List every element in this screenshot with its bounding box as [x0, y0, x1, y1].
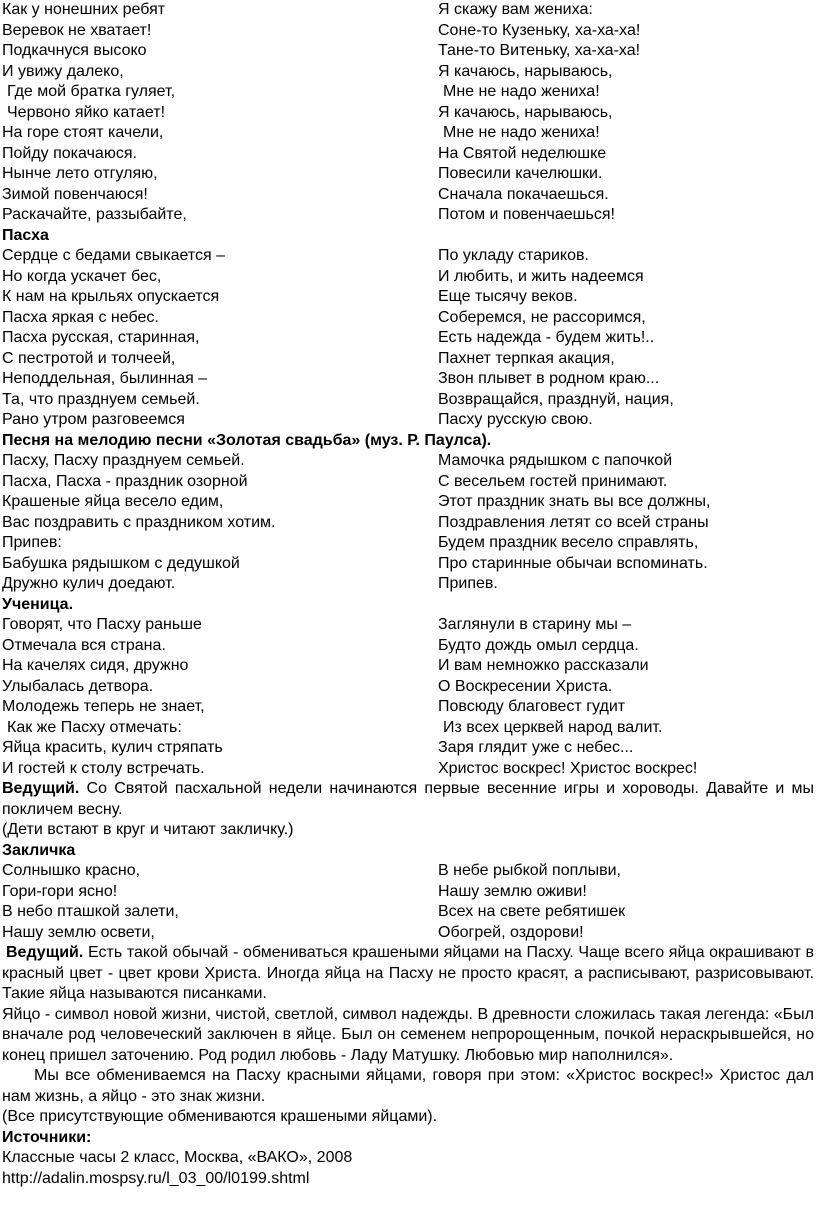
leader-paragraph-1: [2, 779, 814, 820]
verse-row: [2, 0, 814, 21]
verse-line-left: Червоно яйко катает!: [7, 103, 166, 121]
verse-section-swings: [2, 0, 814, 226]
sources-title: Источники:: [2, 1128, 92, 1146]
verse-line-left: Говорят, что Пасху раньше: [2, 616, 202, 633]
verse-line-left: Веревок не хватает!: [2, 21, 152, 39]
verse-row: [2, 656, 814, 677]
verse-row: [2, 697, 814, 718]
verse-line-left: С пестротой и толчеей,: [2, 349, 176, 367]
verse-line-right: О Воскресении Христа.: [438, 677, 613, 695]
stage-direction-2: (Все присутствующие обмениваются крашеными яйцами).: [2, 1108, 438, 1125]
verse-row: [2, 267, 814, 288]
verse-row: [2, 861, 814, 882]
verse-line-right: Возвращайся, празднуй, нация,: [438, 390, 674, 408]
verse-line-left: Припев:: [2, 534, 62, 551]
verse-row: [2, 164, 814, 185]
verse-line-left: Гори-гори ясно!: [2, 882, 118, 900]
verse-row: [2, 410, 814, 431]
verse-line-right: Еще тысячу веков.: [438, 288, 578, 305]
verse-line-right: Я скажу вам жениха:: [438, 1, 593, 18]
leader-text: Есть такой обычай - обмениваться крашеными яйцами на Пасху. Чаще всего яйца окрашивают в красный цвет - цвет крови Христа. Иногда яйца на Пасху не просто красят, а расписывают, разрисовывают. Такие яйца называются писанками.: [2, 944, 814, 1002]
verse-line-right: Звон плывет в родном краю...: [438, 370, 660, 387]
verse-line-left: Солнышко красно,: [2, 862, 141, 879]
verse-row: [2, 472, 814, 493]
verse-line-right: Пасху русскую свою.: [438, 411, 593, 428]
verse-line-left: Яйца красить, кулич стряпать: [2, 739, 223, 756]
verse-line-right: Христос воскрес! Христос воскрес!: [438, 759, 698, 777]
verse-line-left: Та, что празднуем семьей.: [2, 390, 200, 408]
verse-row: [2, 492, 814, 513]
verse-line-right: Припев.: [438, 575, 498, 592]
verse-line-left: Но когда ускачет бес,: [2, 267, 162, 285]
verse-row: [2, 902, 814, 923]
verse-section-student: [2, 615, 814, 779]
verse-row: [2, 923, 814, 944]
verse-line-left: Пасха, Пасха - праздник озорной: [2, 472, 248, 490]
verse-row: [2, 390, 814, 411]
verse-line-right: Обогрей, оздорови!: [438, 923, 584, 941]
verse-row: [2, 103, 814, 124]
source-link[interactable]: http://adalin.mospsy.ru/l_03_00/l0199.shtml: [2, 1169, 310, 1187]
verse-row: [2, 123, 814, 144]
leader-text: Со Святой пасхальной недели начинаются первые весенние игры и хороводы. Давайте и мы покличем весну.: [2, 780, 814, 818]
verse-line-right: Всех на свете ребятишек: [438, 903, 626, 920]
verse-line-right: Заря глядит уже с небес...: [438, 739, 634, 756]
verse-line-left: На горе стоят качели,: [2, 124, 164, 141]
legend-paragraph: Яйцо - символ новой жизни, чистой, светлой, символ надежды. В древности сложилась такая легенда: «Был вначале род человеческий заключен в яйце. Был он семенем непророщенным, почкой нераскрывшейся, но конец пришел заточению. Род родил любовь - Ладу Матушку. Любовью мир наполнился».: [2, 1005, 814, 1064]
verse-row: [2, 369, 814, 390]
verse-line-left: Бабушка рядышком с дедушкой: [2, 554, 240, 572]
section-title-pasha: Пасха: [2, 226, 49, 244]
verse-line-left: В небо пташкой залети,: [2, 903, 179, 920]
verse-section-song: [2, 451, 814, 595]
verse-row: [2, 41, 814, 62]
verse-line-right: Потом и повенчаешься!: [438, 206, 615, 223]
verse-row: [2, 246, 814, 267]
verse-row: [2, 615, 814, 636]
verse-line-left: Пойду покачаюся.: [2, 144, 137, 162]
source-book: Классные часы 2 класс, Москва, «ВАКО», 2008: [2, 1149, 353, 1166]
verse-row: [2, 738, 814, 759]
verse-row: [2, 451, 814, 472]
verse-line-right: Есть надежда - будем жить!..: [438, 329, 655, 346]
verse-line-left: Пасха яркая с небес.: [2, 308, 159, 326]
verse-line-right: Этот праздник знать вы все должны,: [438, 493, 711, 510]
verse-line-left: Сердце с бедами свыкается –: [2, 247, 226, 264]
verse-row: [2, 882, 814, 903]
verse-row: [2, 308, 814, 329]
verse-line-left: Неподдельная, былинная –: [2, 370, 208, 387]
verse-line-right: Заглянули в старину мы –: [438, 616, 632, 633]
verse-row: [2, 21, 814, 42]
verse-line-left: Улыбалась детвора.: [2, 677, 154, 695]
verse-line-right: Соне-то Кузеньку, ха-ха-ха!: [438, 21, 641, 39]
verse-line-right: С весельем гостей принимают.: [438, 472, 668, 490]
verse-line-right: Будем праздник весело справлять,: [438, 534, 699, 551]
verse-row: [2, 349, 814, 370]
verse-line-left: К нам на крыльях опускается: [2, 288, 220, 305]
section-title-song: Песня на мелодию песни «Золотая свадьба» (муз. Р. Паулса).: [2, 431, 492, 449]
verse-line-right: На Святой неделюшке: [438, 144, 607, 162]
verse-line-right: Нашу землю оживи!: [438, 882, 587, 900]
verse-line-right: Мне не надо жениха!: [443, 124, 600, 141]
verse-section-zaklichka: [2, 861, 814, 943]
verse-line-left: Нашу землю освети,: [2, 923, 155, 941]
verse-line-right: И любить, и жить надеемся: [438, 267, 644, 285]
section-title-zaklichka: Закличка: [2, 841, 76, 859]
verse-line-right: Я качаюсь, нарываюсь,: [438, 103, 613, 121]
verse-row: [2, 328, 814, 349]
verse-row: [2, 533, 814, 554]
verse-line-right: Соберемся, не рассоримся,: [438, 308, 646, 326]
verse-line-left: Дружно кулич доедают.: [2, 575, 176, 592]
verse-line-left: Пасха русская, старинная,: [2, 329, 200, 346]
verse-line-left: Как у нонешних ребят: [2, 1, 166, 18]
verse-line-left: Где мой братка гуляет,: [7, 83, 176, 100]
verse-row: [2, 82, 814, 103]
leader-label: Ведущий.: [2, 780, 80, 797]
verse-row: [2, 677, 814, 698]
verse-row: [2, 62, 814, 83]
leader-paragraph-2: [2, 943, 814, 1005]
verse-row: [2, 144, 814, 165]
verse-line-right: Повесили качелюшки.: [438, 165, 603, 182]
verse-line-right: И вам немножко рассказали: [438, 657, 649, 674]
section-title-student: Ученица.: [2, 595, 74, 613]
document: [2, 0, 814, 1189]
verse-line-left: Рано утром разговеемся: [2, 411, 185, 428]
verse-line-right: Поздравления летят со всей страны: [438, 513, 709, 531]
leader-label: Ведущий.: [6, 944, 84, 961]
verse-line-right: Мне не надо жениха!: [443, 83, 600, 100]
verse-line-left: И увижу далеко,: [2, 62, 124, 80]
verse-line-left: Подкачнуся высоко: [2, 42, 147, 59]
verse-line-left: Зимой повенчаюся!: [2, 185, 148, 203]
exchange-paragraph: Мы все обмениваемся на Пасху красными яйцами, говоря при этом: «Христос воскрес!» Христос дал нам жизнь, а яйцо - это знак жизни.: [2, 1067, 814, 1105]
verse-line-left: На качелях сидя, дружно: [2, 657, 189, 674]
verse-line-left: Пасху, Пасху празднуем семьей.: [2, 452, 245, 469]
verse-line-right: В небе рыбкой поплыви,: [438, 862, 621, 879]
verse-line-left: Как же Пасху отмечать:: [7, 718, 182, 736]
verse-line-left: Вас поздравить с праздником хотим.: [2, 513, 276, 531]
verse-line-right: Тане-то Витеньку, ха-ха-ха!: [438, 42, 641, 59]
verse-line-left: Нынче лето отгуляю,: [2, 165, 158, 182]
verse-row: [2, 513, 814, 534]
verse-line-left: Молодежь теперь не знает,: [2, 698, 205, 715]
verse-line-right: По укладу стариков.: [438, 247, 589, 264]
verse-row: [2, 718, 814, 739]
verse-line-right: Из всех церквей народ валит.: [443, 718, 663, 736]
verse-section-pasha: [2, 246, 814, 431]
verse-line-right: Я качаюсь, нарываюсь,: [438, 62, 613, 80]
verse-line-right: Будто дождь омыл сердца.: [438, 636, 639, 654]
verse-line-right: Мамочка рядышком с папочкой: [438, 452, 673, 469]
verse-row: [2, 287, 814, 308]
stage-direction: (Дети встают в круг и читают закличку.): [2, 821, 294, 838]
verse-line-right: Пахнет терпкая акация,: [438, 349, 615, 367]
verse-line-left: Крашеные яйца весело едим,: [2, 493, 224, 510]
verse-line-left: Раскачайте, раззыбайте,: [2, 206, 187, 223]
verse-row: [2, 205, 814, 226]
verse-line-left: Отмечала вся страна.: [2, 636, 166, 654]
verse-line-right: Про старинные обычаи вспоминать.: [438, 554, 708, 572]
verse-row: [2, 574, 814, 595]
verse-row: [2, 636, 814, 657]
verse-line-right: Повсюду благовест гудит: [438, 698, 626, 715]
verse-row: [2, 759, 814, 780]
verse-line-left: И гостей к столу встречать.: [2, 759, 205, 777]
verse-row: [2, 554, 814, 575]
verse-line-right: Сначала покачаешься.: [438, 185, 609, 203]
verse-row: [2, 185, 814, 206]
